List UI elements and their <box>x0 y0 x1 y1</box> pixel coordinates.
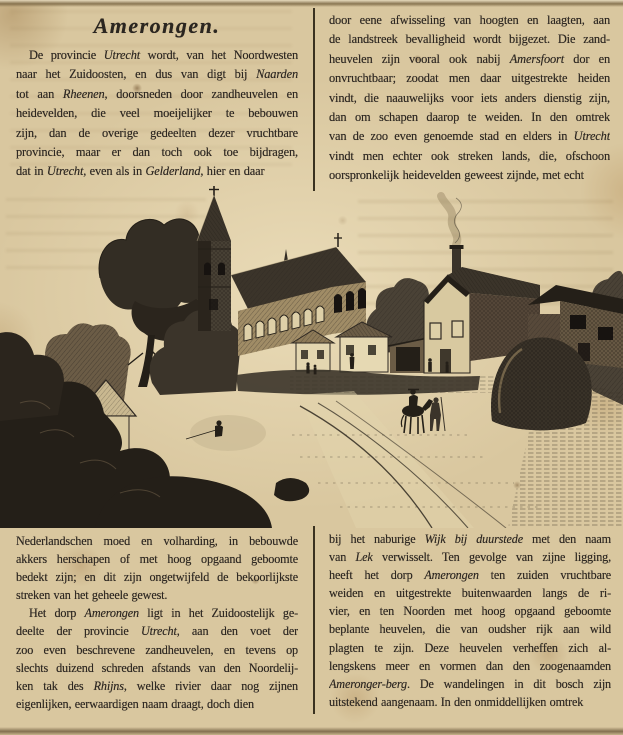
text-line: heuvelen zijn vooral ook nabij Amersfoort dor en <box>329 51 610 66</box>
riders <box>401 389 445 434</box>
text-line: onvruchtbaar; zoodat men daar uitgestrekte heiden <box>329 71 610 86</box>
text-line: heeft het dorp Amerongen ten zuiden vruchtbare <box>329 568 611 583</box>
text-line: Het dorp Amerongen ligt in het Zuidoostelijk ge- <box>29 606 298 621</box>
column-divider-top <box>313 8 315 191</box>
column-bottom-left <box>16 532 298 714</box>
text-line: door eene afwisseling van hoogten en laagten, aan <box>329 13 610 27</box>
text-block-top-right <box>329 11 610 186</box>
text-line: naar het Zuidoosten, en dus van digt bij Naarden <box>16 67 298 82</box>
paragraph <box>16 604 298 713</box>
text-line: plagten te zijn. Deze heuvelen verheffen zich al- <box>329 640 611 655</box>
text-line: ken tak des Rhijns, welke rivier daar nog zijnen <box>16 678 298 693</box>
text-block-top-left <box>16 46 298 182</box>
text-block-bottom-left <box>16 532 298 713</box>
village-engraving <box>0 183 623 528</box>
page-top-edge <box>0 0 623 7</box>
text-line: beplante heuvelen, die van oudsher rijk aan wild <box>329 622 611 637</box>
text-line: van de zoo even genoemde stad en elders in Utrecht <box>329 129 610 144</box>
text-line: oorspronkelijk heidevelden geweest zijnde, met echt <box>329 168 584 183</box>
column-bottom-right <box>329 530 611 714</box>
text-line: bedekt zijn; en dit zijn ongetwijfeld de bekoorlijkste <box>16 570 298 585</box>
page-bottom-edge <box>0 727 623 735</box>
church-tower <box>198 241 231 331</box>
paragraph <box>16 46 298 182</box>
text-line: dat in Utrecht, even als in Gelderland, hier en daar <box>16 164 265 179</box>
text-line: de landstreek bevalligheid wordt bijgezet. Die zand- <box>329 32 610 47</box>
road <box>290 375 623 528</box>
text-line: uitstekend aangenaam. In den onmiddellijken omtrek <box>329 694 584 709</box>
church-spire <box>197 186 231 241</box>
text-line: zijn, dan de overige gedeelten dezer vruchtbare <box>16 125 298 140</box>
text-line: van Lek verwisselt. Ten gevolge van zijne ligging, <box>329 550 611 565</box>
column-top-left <box>16 12 298 188</box>
text-line: vindt men echter ook streken lands, die, ofschoon <box>329 148 610 163</box>
column-divider-bottom <box>313 526 315 714</box>
text-line: Nederlandschen moed en volharding, in bebouwde <box>16 534 298 548</box>
paragraph <box>329 530 611 711</box>
text-line: zoo even beschrevene zandheuvelen, en tevens op <box>16 642 298 657</box>
text-line: streken van het geheele gewest. <box>16 588 168 603</box>
text-line: deelte der provincie Utrecht, aan den voet der <box>16 624 298 639</box>
text-line: dan om schapen daarop te weiden. In den omtrek <box>329 110 610 125</box>
chimney-smoke <box>441 196 461 245</box>
church <box>197 186 366 356</box>
paragraph <box>16 532 298 604</box>
paragraph <box>329 11 610 186</box>
text-line: heidevelden, die veel moeijelijker te bebouwen <box>16 106 298 121</box>
text-line: lengskens meer en vormen dan den zoogenaamden <box>329 658 611 673</box>
text-line: Ameronger-berg. De wandelingen in dit bosch zijn <box>329 676 611 691</box>
text-line: eigenlijken, eerwaardigen naam draagt, doch dien <box>16 696 254 711</box>
text-line: weiden en uitgestrekte buitenwaarden langs de ri- <box>329 586 611 601</box>
text-line: vier, en ten Noorden met hoog opgaand geboomte <box>329 604 611 619</box>
column-top-right <box>329 11 610 189</box>
text-line: provincie, maar er dan toch ook toe bijdragen, <box>16 145 298 160</box>
page-title: Amerongen. <box>93 13 221 38</box>
text-line: vindt, die naauwelijks voor iets anders dienstig zijn, <box>329 90 610 105</box>
text-block-bottom-right <box>329 530 611 711</box>
text-line: akkers herschapen of met hoog opgaand geboomte <box>16 552 298 567</box>
text-line: De provincie Utrecht wordt, van het Noordwesten <box>29 48 298 62</box>
horseman <box>401 389 433 434</box>
text-line: tot aan Rheenen, doorsneden door zandheuvelen en <box>16 86 298 101</box>
text-line: bij het naburige Wijk bij duurstede met den naam <box>329 532 611 546</box>
text-line: slechts duizend schreden afstands van den Noordelij- <box>16 660 298 675</box>
